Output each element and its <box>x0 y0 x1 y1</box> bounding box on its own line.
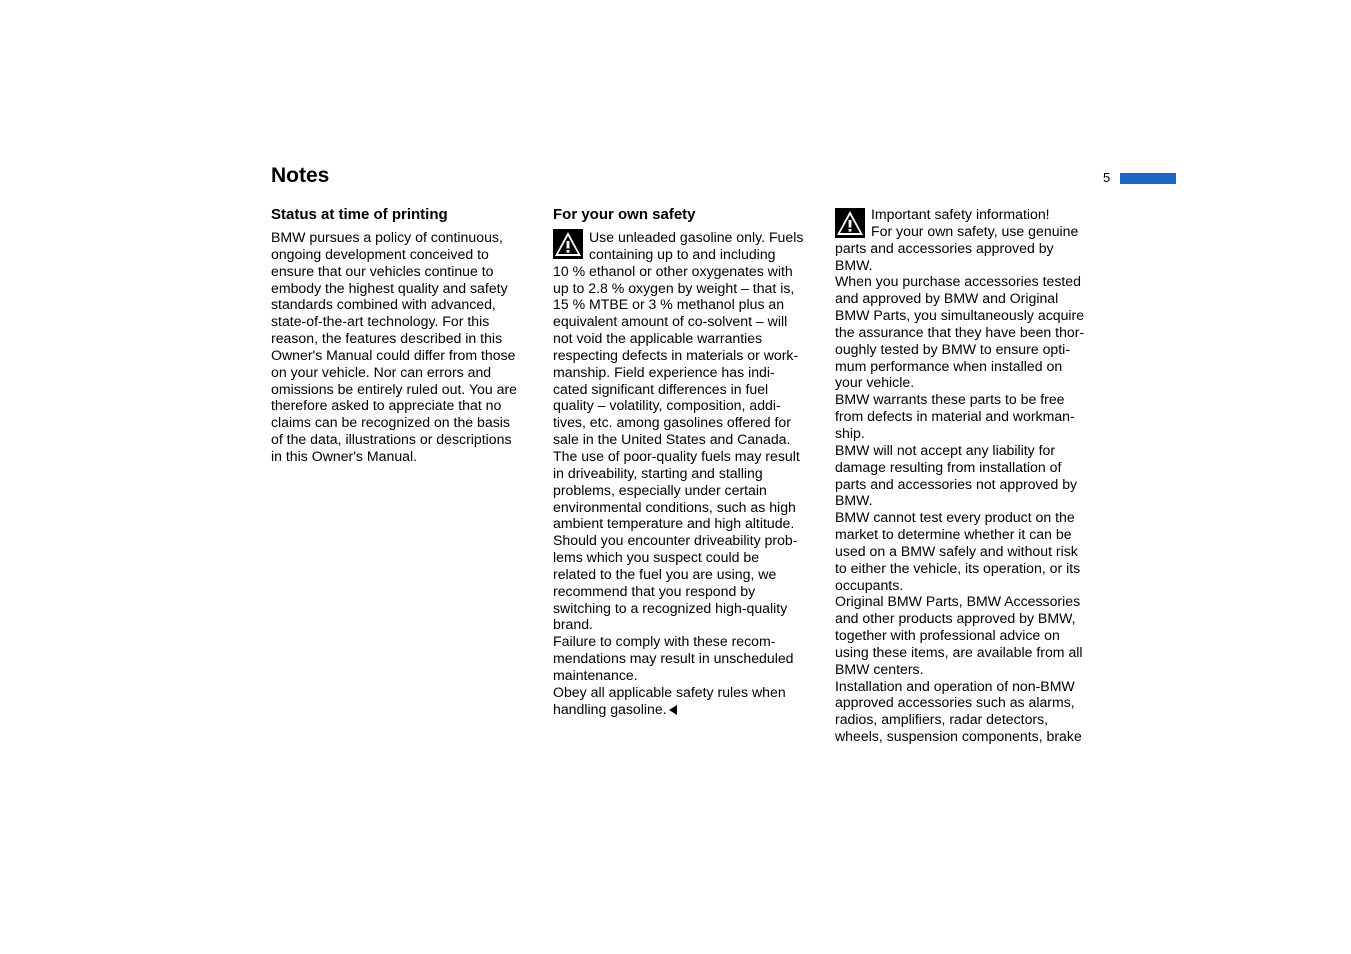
column-safety-information <box>835 206 1111 745</box>
text-line: quality – volatility, composition, addi- <box>553 397 781 414</box>
section-heading-status: Status at time of printing <box>271 206 448 223</box>
text-line: environmental conditions, such as high <box>553 498 796 515</box>
text-line: ambient temperature and high altitude. <box>553 515 795 532</box>
text-line: mum performance when installed on <box>835 357 1063 374</box>
text-line: Failure to comply with these recom- <box>553 633 776 650</box>
text-line: BMW Parts, you simultaneously acquire <box>835 307 1085 324</box>
text-line: 15 % MTBE or 3 % methanol plus an <box>553 296 785 313</box>
text-line: Important safety information! <box>871 206 1050 222</box>
text-line-last <box>553 701 829 718</box>
page-number: 5 <box>1103 170 1111 185</box>
page-accent-bar <box>1120 173 1176 184</box>
text-line: manship. Field experience has indi- <box>553 363 775 380</box>
text-line: maintenance. <box>553 666 638 683</box>
text-line: BMW warrants these parts to be free <box>835 391 1065 408</box>
text-line: Original BMW Parts, BMW Accessories <box>835 593 1081 610</box>
text-line: BMW. <box>835 256 873 273</box>
text-line: parts and accessories not approved by <box>835 475 1078 492</box>
warning-triangle-icon <box>835 208 865 238</box>
text-line: in this Owner's Manual. <box>271 447 418 464</box>
text-line: claims can be recognized on the basis <box>271 414 510 431</box>
text-line: up to 2.8 % oxygen by weight – that is, <box>553 279 795 296</box>
text-line: from defects in material and workman- <box>835 408 1075 425</box>
text-line: omissions be entirely ruled out. You are <box>271 380 518 397</box>
text-line: standards combined with advanced, <box>271 296 496 313</box>
text-line: Owner's Manual could differ from those <box>271 346 516 363</box>
text-line: ongoing development conceived to <box>271 245 489 262</box>
text-line: BMW. <box>835 492 873 509</box>
text-line: BMW will not accept any liability for <box>835 441 1056 458</box>
text-line: wheels, suspension components, brake <box>835 728 1082 745</box>
text-line: Installation and operation of non-BMW <box>835 677 1075 694</box>
text-line: The use of poor-quality fuels may result <box>553 447 800 464</box>
text-line: radios, amplifiers, radar detectors, <box>835 711 1049 728</box>
text-line: Use unleaded gasoline only. Fuels <box>589 229 804 245</box>
text-line: using these items, are available from all <box>835 643 1083 660</box>
text-line: handling gasoline. <box>553 700 667 717</box>
text-line: together with professional advice on <box>835 627 1060 644</box>
end-marker-icon <box>669 705 677 715</box>
text-line: lems which you suspect could be <box>553 549 760 566</box>
text-line: ship. <box>835 424 865 441</box>
text-line: When you purchase accessories tested <box>835 273 1081 290</box>
text-line: problems, especially under certain <box>553 481 767 498</box>
text-line: containing up to and including <box>589 245 776 262</box>
text-line: embody the highest quality and safety <box>271 279 508 296</box>
text-line: not void the applicable warranties <box>553 330 763 347</box>
text-line: to either the vehicle, its operation, or its <box>835 559 1081 576</box>
text-line: your vehicle. <box>835 374 915 391</box>
text-line: mendations may result in unscheduled <box>553 650 794 667</box>
text-line: cated significant differences in fuel <box>553 380 769 397</box>
text-line: Should you encounter driveability prob- <box>553 532 798 549</box>
text-line: market to determine whether it can be <box>835 526 1072 543</box>
text-line: respecting defects in materials or work- <box>553 346 799 363</box>
text-line: 10 % ethanol or other oxygenates with <box>553 262 793 279</box>
text-line: BMW pursues a policy of continuous, <box>271 229 503 245</box>
text-line: state-of-the-art technology. For this <box>271 313 490 330</box>
text-line: sale in the United States and Canada. <box>553 431 791 448</box>
text-line: brand. <box>553 616 593 633</box>
text-line: occupants. <box>835 576 904 593</box>
text-line: For your own safety, use genuine <box>871 222 1079 239</box>
text-line: BMW centers. <box>835 660 924 677</box>
accessories-paragraph <box>835 206 1111 745</box>
text-line: and approved by BMW and Original <box>835 290 1059 307</box>
text-line: Obey all applicable safety rules when <box>553 683 786 700</box>
text-line: oughly tested by BMW to ensure opti- <box>835 340 1071 357</box>
text-line: and other products approved by BMW, <box>835 610 1076 627</box>
text-line: switching to a recognized high-quality <box>553 599 788 616</box>
status-paragraph <box>271 229 543 465</box>
text-line: reason, the features described in this <box>271 330 503 347</box>
text-line: ensure that our vehicles continue to <box>271 262 494 279</box>
text-line: damage resulting from installation of <box>835 458 1062 475</box>
text-line: approved accessories such as alarms, <box>835 694 1075 711</box>
page-title: Notes <box>271 164 330 187</box>
text-line: parts and accessories approved by <box>835 239 1054 256</box>
text-line: of the data, illustrations or descriptions <box>271 431 512 448</box>
text-line: tives, etc. among gasolines offered for <box>553 414 791 431</box>
fuel-paragraph <box>553 229 829 717</box>
text-line: recommend that you respond by <box>553 582 756 599</box>
text-line: used on a BMW safely and without risk <box>835 542 1078 559</box>
text-line: the assurance that they have been thor- <box>835 323 1085 340</box>
text-line: on your vehicle. Nor can errors and <box>271 363 492 380</box>
text-line: in driveability, starting and stalling <box>553 464 763 481</box>
text-line: related to the fuel you are using, we <box>553 565 777 582</box>
section-heading-safety: For your own safety <box>553 206 696 223</box>
column-own-safety <box>553 206 829 717</box>
column-status-at-printing <box>271 206 543 465</box>
text-line: equivalent amount of co-solvent – will <box>553 313 788 330</box>
warning-triangle-icon <box>553 229 583 259</box>
text-line: BMW cannot test every product on the <box>835 509 1075 526</box>
text-line: therefore asked to appreciate that no <box>271 397 502 414</box>
